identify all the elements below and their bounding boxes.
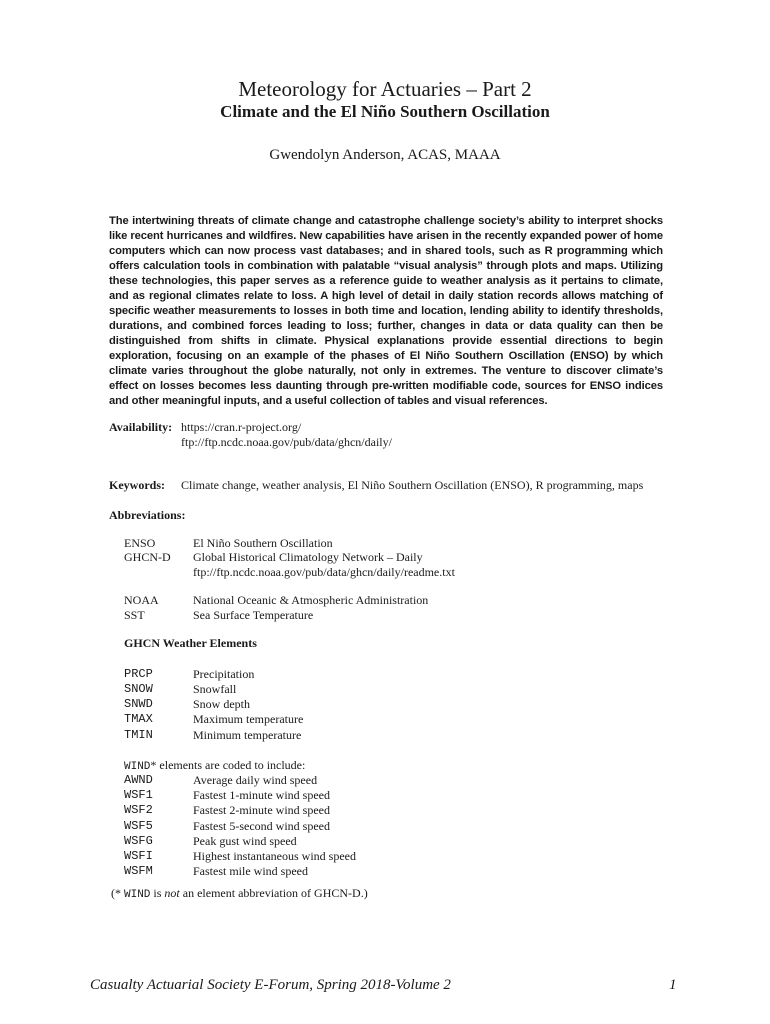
element-definition: Precipitation xyxy=(193,667,255,681)
wind-definition: Average daily wind speed xyxy=(193,773,318,787)
element-definition: Snowfall xyxy=(193,682,237,696)
abbr-definition: El Niño Southern Oscillation xyxy=(193,536,333,550)
element-code: PRCP xyxy=(124,667,153,681)
wind-code: WSF2 xyxy=(124,803,153,817)
availability-link-ghcn[interactable]: ftp://ftp.ncdc.noaa.gov/pub/data/ghcn/daily/ xyxy=(181,435,392,449)
availability-link-cran[interactable]: https://cran.r-project.org/ xyxy=(181,420,302,434)
abbr-definition: Sea Surface Temperature xyxy=(193,608,314,622)
wind-definition: Highest instantaneous wind speed xyxy=(193,849,356,863)
wind-code: WSFM xyxy=(124,864,153,878)
page-number: 1 xyxy=(669,977,677,993)
element-code: SNWD xyxy=(124,697,153,711)
abbr-definition: National Oceanic & Atmospheric Administration xyxy=(193,593,429,607)
abbr-code: GHCN-D xyxy=(124,550,171,564)
wind-footnote: (* WIND is not an element abbreviation of GHCN-D.) xyxy=(111,886,368,901)
availability-label: Availability: xyxy=(109,420,173,434)
wind-code: AWND xyxy=(124,773,153,787)
ghcn-heading: GHCN Weather Elements xyxy=(124,636,257,650)
keywords-text: Climate change, weather analysis, El Niño Southern Oscillation (ENSO), R programming, maps xyxy=(181,478,644,492)
wind-code: WSFG xyxy=(124,834,153,848)
element-definition: Maximum temperature xyxy=(193,712,304,726)
abbr-code: SST xyxy=(124,608,145,622)
abbreviations-label: Abbreviations: xyxy=(109,508,186,522)
paper-subtitle: Climate and the El Niño Southern Oscillation xyxy=(220,102,550,121)
paper-title: Meteorology for Actuaries – Part 2 xyxy=(238,77,532,101)
element-code: TMIN xyxy=(124,728,153,742)
element-code: TMAX xyxy=(124,712,153,726)
wind-definition: Fastest 5-second wind speed xyxy=(193,819,330,833)
abbr-code: NOAA xyxy=(124,593,159,607)
wind-code: WSF1 xyxy=(124,788,153,802)
element-code: SNOW xyxy=(124,682,153,696)
keywords-label: Keywords: xyxy=(109,478,165,492)
element-definition: Snow depth xyxy=(193,697,250,711)
abbr-code: ENSO xyxy=(124,536,156,550)
element-definition: Minimum temperature xyxy=(193,728,302,742)
wind-definition: Fastest mile wind speed xyxy=(193,864,308,878)
wind-intro: WIND* elements are coded to include: xyxy=(124,758,306,773)
abbr-readme-link[interactable]: ftp://ftp.ncdc.noaa.gov/pub/data/ghcn/daily/readme.txt xyxy=(193,565,455,579)
abstract-text: The intertwining threats of climate change and catastrophe challenge society’s ability to interpret shocks like recent hurricanes and wildfires. New capabilities have arisen in the recently expanded power of home computers which can now process vast databases; and in shared tools, such as R programming which offers calculation tools in combination with palatable “visual analysis” through plots and maps. Utilizing these technologies, this paper serves as a reference guide to weather analysis as it pertains to climate, and as regional climates relate to loss. A high level of detail in daily station records allows matching of specific weather measurements to losses in both time and location, lending ability to identify thresholds, durations, and combined forces leading to loss; further, changes in data or data quality can then be distinguished from shifts in climate. Physical explanations provide essential directions to begin exploration, focusing on an example of the phases of El Niño Southern Oscillation (ENSO) by which climate varies throughout the globe naturally, not only in extremes. The venture to discover climate’s effect on losses becomes less daunting through pre-written modifiable code, sources for ENSO indices and other meaningful inputs, and a useful collection of tables and visual references. xyxy=(109,215,663,407)
wind-definition: Peak gust wind speed xyxy=(193,834,297,848)
footer-journal: Casualty Actuarial Society E-Forum, Spring 2018-Volume 2 xyxy=(90,977,451,993)
wind-code: WSF5 xyxy=(124,819,153,833)
wind-definition: Fastest 2-minute wind speed xyxy=(193,803,330,817)
wind-code: WSFI xyxy=(124,849,153,863)
wind-definition: Fastest 1-minute wind speed xyxy=(193,788,330,802)
author-line: Gwendolyn Anderson, ACAS, MAAA xyxy=(269,147,501,163)
abbr-definition: Global Historical Climatology Network – Daily xyxy=(193,550,423,564)
